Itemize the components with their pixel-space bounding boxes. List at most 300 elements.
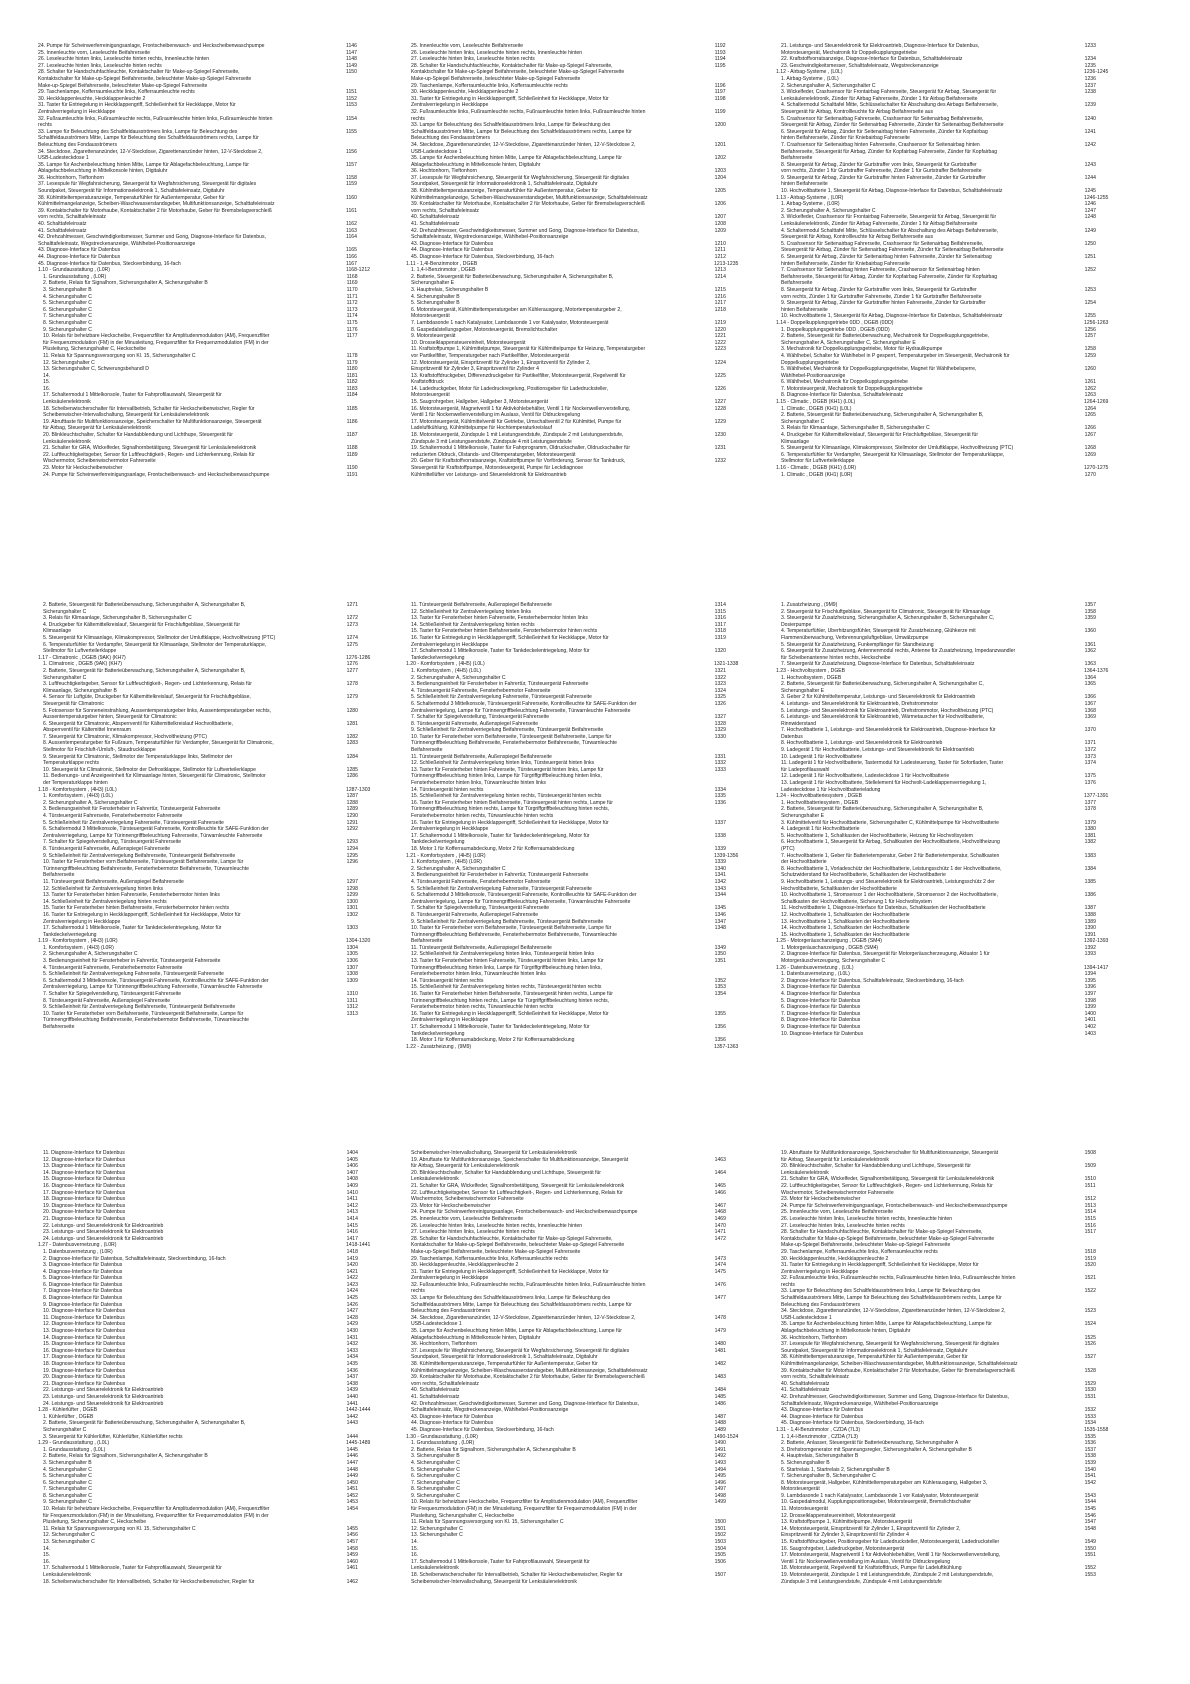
section-heading — [776, 793, 1126, 800]
index-entry — [38, 63, 388, 70]
entry-text: Ablagefachbeleuchtung in Mittelkonsole hinten, Digitaluhr — [38, 168, 168, 175]
index-entry — [776, 1467, 1126, 1474]
index-entry — [776, 1236, 1126, 1243]
page-number: 1276-1286 — [346, 654, 371, 661]
page-number: 1156 — [346, 148, 357, 155]
entry-text: für Scheibenantenne hinten rechts, Heckscheibe — [781, 654, 891, 661]
entry-text: 30. Heckklappenleuchte, Heckklappenleuchte 2 — [781, 1255, 889, 1262]
page-number: 1429 — [346, 1321, 358, 1328]
page-number: 1465 — [714, 1182, 726, 1189]
page-number: 1169 — [346, 280, 358, 287]
index-entry — [776, 254, 1126, 261]
index-entry — [38, 727, 388, 734]
entry-text: 15. Schließeinheit für Zentralverriegelung hinten rechts, Türsteuergerät hinten rechts — [411, 984, 602, 991]
page-number: 1441 — [346, 1400, 358, 1407]
index-column — [776, 43, 1126, 478]
entry-text: Zentralverriegelung in Heckklappe — [411, 1275, 489, 1282]
page-number: 1149 — [346, 62, 357, 69]
index-entry — [406, 833, 756, 840]
index-entry — [406, 1031, 756, 1038]
index-entry — [776, 1447, 1126, 1454]
index-entry — [776, 63, 1126, 70]
page-number: 1424 — [346, 1288, 358, 1295]
index-entry — [38, 1532, 388, 1539]
index-entry — [406, 932, 756, 939]
entry-text: 9. Schließeinheit für Zentralverriegelung Beifahrerseite, Türsteuergerät Beifahrerseite — [411, 918, 604, 925]
page-number: 1280 — [346, 707, 358, 714]
page-number: 1297 — [346, 878, 358, 885]
entry-text: 15. Taster für Fensterheber hinten Beifahrerseite, Fensterhebermotor hinten rechts — [411, 628, 598, 635]
index-entry — [38, 254, 388, 261]
entry-text: Make-up-Spiegel Beifahrerseite, beleuchteter Make-up-Spiegel Fahrerseite — [38, 82, 208, 89]
index-entry — [38, 879, 388, 886]
entry-text: 10. Drosselklappensteuereinheit, Motorsteuergerät — [411, 339, 526, 346]
page-number: 1513 — [1084, 1202, 1096, 1209]
entry-text: 8. Gaspedalstellungsgeber, Motorsteuergerät, Bremslichtschalter — [411, 326, 558, 333]
index-entry — [38, 439, 388, 446]
entry-text: 3. Diagnose-Interface für Datenbus — [43, 1262, 123, 1269]
entry-text: 1.12 - Airbag-Systeme , (L0L) — [776, 69, 843, 76]
entry-text: 2. Batterie, Steuergerät für Batterieüberwachung, Sicherungshalter A, Sicherungshalter B, — [781, 412, 984, 419]
entry-text: Tankdeckelverriegelung — [411, 654, 465, 661]
entry-text: 1. Zusatzheizung , (9M9) — [781, 602, 838, 608]
page-number: 1338 — [714, 832, 726, 839]
entry-text: 14. — [43, 1545, 51, 1552]
entry-text: Sicherungshalter E — [781, 687, 825, 694]
index-entry — [776, 1519, 1126, 1526]
index-entry — [38, 241, 388, 248]
page-number: 1444 — [346, 1433, 358, 1440]
index-entry — [776, 1163, 1126, 1170]
page-number: 1369 — [1084, 714, 1096, 721]
entry-text: 12. Ladegerät 1 für Hochvoltbatterie, Ladesteckdose 1 für Hochvoltbatterie — [781, 773, 950, 780]
entry-text: Wählhebel-Positionsanzeige — [781, 372, 846, 379]
entry-text: 10. Taster für Fensterheber vorn Beifahrerseite, Türsteuergerät Beifahrerseite, Lampe für — [43, 1010, 244, 1017]
page-number: 1197 — [714, 89, 726, 96]
entry-text: Schaltkasten der Hochvoltbatterie, Sicherung 1 für Hochvoltsystem — [781, 898, 932, 905]
page-number: 1475 — [714, 1268, 726, 1275]
index-entry — [406, 116, 756, 123]
index-entry — [776, 1150, 1126, 1157]
page-number: 1382 — [1084, 839, 1096, 846]
index-entry — [406, 727, 756, 734]
entry-text: 13. Taster für Fensterheber hinten Fahrerseite, Türsteuergerät hinten links, Lampe für — [411, 766, 604, 773]
page-number: 1489 — [714, 1426, 726, 1433]
index-entry — [38, 162, 388, 169]
page-number: 1277 — [346, 667, 358, 674]
entry-text: Beifahrerseite — [43, 872, 75, 879]
entry-text: 11. Relais für Spannungsversorgung von Kl. 15, Sicherungshalter C — [43, 1525, 196, 1532]
index-entry — [776, 432, 1126, 439]
entry-text: 7. Schalter für Spiegelverstellung, Türsteuergerät Fahrerseite — [411, 905, 550, 912]
index-entry — [406, 254, 756, 261]
entry-text: 22. Luftfeuchtigkeitsgeber, Sensor für Luftfeuchtigkeit-, Regen- und Lichterkennung, Relais für — [43, 451, 255, 458]
page-number: 1246 — [1084, 201, 1096, 208]
index-entry — [38, 1453, 388, 1460]
index-entry — [406, 1579, 756, 1586]
entry-text: Plusleitung, Sicherungshalter C, Heckscheibe — [43, 1519, 147, 1526]
entry-text: 18. Motorsteuergerät, Zündspule 1 mit Leistungsendstufe, Zündspule 2 mit Leistungsendstufe, — [411, 432, 624, 439]
page-number: 1497 — [714, 1486, 726, 1493]
entry-text: 1.24 - Hochvoltbatteriesystem , DGEB — [776, 793, 863, 800]
section-heading — [776, 668, 1126, 675]
entry-text: 36. Hochtonhorn, Tieftonhorn — [781, 1334, 847, 1341]
entry-text: 3. Relais für Klimaanlage, Sicherungshalter B, Sicherungshalter C — [43, 615, 192, 622]
entry-text: Schutzwiderstand für Hochvoltbatterie, Schaltkasten der Hochvoltbatterie — [781, 872, 946, 879]
entry-text: 32. Fußraumleuchte links, Fußraumleuchte rechts, Fußraumleuchte hinten links, Fußraumleuchte hinten — [38, 115, 273, 122]
entry-text: 5. Wählhebel, Mechatronik für Doppelkupplungsgetriebe, Magnet für Wählhebelsperre, — [781, 366, 977, 373]
page-number: 1255 — [1084, 313, 1096, 320]
index-entry — [38, 642, 388, 649]
page-number: 1367 — [1084, 700, 1096, 707]
index-entry — [38, 1374, 388, 1381]
entry-text: 16. — [43, 1558, 51, 1565]
entry-text: Datenbus — [781, 733, 803, 740]
entry-text: 32. Fußraumleuchte links, Fußraumleuchte rechts, Fußraumleuchte hinten links, Fußraumleuchte hinten — [411, 108, 646, 115]
index-entry — [776, 1420, 1126, 1427]
entry-text: Soundpaket, Steuergerät für Informationselektronik 1, Schalttafeleinsatz, Digitaluhr — [411, 1354, 598, 1361]
index-entry — [38, 1361, 388, 1368]
entry-text: 7. Sicherungshalter C — [43, 1486, 92, 1493]
entry-text: 5. Schließeinheit für Zentralverriegelung Fahrerseite, Türsteuergerät Fahrerseite — [411, 694, 592, 701]
page-number: 1445 — [346, 1446, 358, 1453]
entry-text: 16. Diagnose-Interface für Datenbus — [43, 1182, 126, 1189]
index-entry — [406, 773, 756, 780]
entry-text: Steuergerät für Airbag, Zünder für Seitenairbag Fahrerseite, Zünder für Seitenairbag Beifahrerseite — [781, 122, 1004, 129]
entry-text: 5. Sicherungshalter C — [43, 1473, 92, 1480]
index-entry — [776, 1493, 1126, 1500]
page-number: 1408 — [346, 1176, 358, 1183]
index-entry — [776, 116, 1126, 123]
index-entry — [38, 122, 388, 129]
page-number: 1442-1444 — [346, 1407, 371, 1414]
page-number: 1445-1489 — [346, 1440, 371, 1447]
index-entry — [38, 951, 388, 958]
entry-text: der Temperaturklappe hinten — [43, 780, 108, 787]
index-entry — [38, 872, 388, 879]
index-entry — [38, 1288, 388, 1295]
page-number: 1544 — [1084, 1499, 1096, 1506]
index-entry — [38, 773, 388, 780]
page-number: 1168 — [346, 273, 358, 280]
section-heading — [406, 853, 756, 860]
index-entry — [38, 1341, 388, 1348]
entry-text: Doppelkupplungsgetriebe — [781, 359, 839, 366]
index-entry — [776, 1440, 1126, 1447]
index-entry — [406, 1302, 756, 1309]
index-entry — [776, 412, 1126, 419]
index-entry — [776, 1256, 1126, 1263]
index-entry — [38, 1236, 388, 1243]
entry-text: 5. Leistungs- und Steuerelektronik für Elektroantrieb, Drehstrommotor, Hochvoltheizung (PTC) — [781, 707, 994, 714]
index-entry — [406, 1308, 756, 1315]
entry-text: 1.25 - Motorgeräuschanzeigung , DGEB (SM4) — [776, 938, 882, 945]
index-entry — [38, 1467, 388, 1474]
page-number: 1466 — [714, 1189, 726, 1196]
index-entry — [38, 313, 388, 320]
entry-text: 16. Saugrohrgeber, Ladedruckgeber, Motorsteuergerät — [781, 1545, 905, 1552]
index-entry — [776, 806, 1126, 813]
page-number: 1386 — [1084, 892, 1096, 899]
section-heading — [776, 69, 1126, 76]
entry-text: 21. Diagnose-Interface für Datenbus — [43, 1380, 126, 1387]
entry-text: 21. Schalter für GRA, Wickelfeder, Signalhornbetätigung, Steuergerät für Lenksäulenelektronik — [781, 1176, 995, 1183]
entry-text: Klimaanlage — [781, 438, 810, 445]
index-entry — [406, 681, 756, 688]
entry-text: Beifahrerseite — [411, 938, 443, 945]
index-entry — [406, 945, 756, 952]
entry-text: 14. Diagnose-Interface für Datenbus — [43, 1334, 126, 1341]
page-number: 1291 — [346, 819, 358, 826]
entry-text: Ladesteckdose 1 für Hochvoltbatterieladung — [781, 786, 881, 793]
entry-text: Steuergerät für Airbag, Kontrollleuchte für Airbag Beifahrerseite aus — [781, 234, 934, 241]
entry-text: 14. Motorsteuergerät, Einspritzventil für Zylinder 1, Einspritzventil für Zylinder 2, — [781, 1525, 961, 1532]
page-number: 1247 — [1084, 207, 1096, 214]
page-number: 1211 — [714, 247, 726, 254]
page-number: 1459 — [346, 1552, 358, 1559]
index-entry — [406, 1269, 756, 1276]
index-entry — [38, 991, 388, 998]
entry-text: Wischermotor, Scheibenwischermotor Fahrerseite — [781, 1189, 894, 1196]
entry-text: 5. Crashsensor für Seitenairbag Fahrerseite, Crashsensor für Seitenairbag Beifahrerseite, — [781, 240, 984, 247]
index-entry — [38, 958, 388, 965]
entry-text: 31. Taster für Entriegelung in Heckklappengriff, Schließeinheit für Heckklappe, Motor für — [781, 1262, 979, 1269]
index-entry — [38, 1229, 388, 1236]
entry-text: 15. — [43, 1552, 51, 1559]
page-number: 1498 — [714, 1492, 726, 1499]
entry-text: 37. Lesespule für Wegfahrsicherung, Steuergerät für Wegfahrsicherung, Steuergerät für digitales — [411, 1347, 630, 1354]
entry-text: 6. Motorsteuergerät, Kühlmitteltemperaturgeber am Kühlerausgang, Motortemperaturgeber 2, — [411, 306, 622, 313]
entry-text: 21. Diagnose-Interface für Datenbus — [43, 1215, 126, 1222]
entry-text: 45. Diagnose-Interface für Datenbus, Steckverbindung, 16-fach — [38, 260, 181, 267]
entry-text: Steuergerät für Airbag, Zünder für Seitenairbag Fahrerseite, Zünder für Seitenairbag Beifahrerseite — [781, 247, 1004, 254]
entry-text: 14. Schließeinheit für Zentralverriegelung hinten rechts — [411, 621, 535, 628]
index-entry — [38, 919, 388, 926]
index-entry — [776, 1176, 1126, 1183]
entry-text: 45. Diagnose-Interface für Datenbus, Steckverbindung, 16-fach — [411, 254, 554, 260]
index-entry — [38, 1387, 388, 1394]
index-entry — [38, 1420, 388, 1427]
page-number: 1306 — [346, 958, 358, 965]
index-entry — [776, 149, 1126, 156]
entry-text: 4. Druckgeber für Kältemittelkreislauf, Steuergerät für Frischluftgebläse, Steuergerät für — [43, 621, 241, 628]
index-entry — [776, 734, 1126, 741]
index-entry — [38, 419, 388, 426]
page-number: 1454 — [346, 1506, 358, 1513]
index-entry — [406, 1328, 756, 1335]
entry-text: für Frequenzmodulation (FM) in der Minusleitung, Frequenzfilter für Frequenzmodulation (FM) in der — [43, 1512, 269, 1519]
page-number: 1180 — [346, 366, 358, 373]
page-number: 1153 — [346, 102, 357, 109]
entry-text: 7. Lambdasonde 1 nach Katalysator, Lambdasonde 1 vor Katalysator, Motorsteuergerät — [411, 319, 609, 326]
page-number: 1553 — [1084, 1572, 1096, 1578]
entry-text: Zentralverriegelung in Heckklappe — [38, 108, 116, 115]
page-number: 1213-1235 — [714, 260, 739, 267]
entry-text: 29. Taschenlampe, Kofferraumleuchte links, Kofferraumleuchte rechts — [781, 1248, 938, 1255]
entry-text: 23. Motor für Heckscheibenwischer — [411, 1202, 491, 1209]
index-entry — [38, 694, 388, 701]
entry-text: 33. Lampe für Beleuchtung des Schaltfeldausströmers links, Lampe für Beleuchtung des — [411, 1295, 611, 1302]
page-number: 1276 — [346, 661, 358, 668]
index-entry — [776, 899, 1126, 906]
section-heading — [406, 1434, 756, 1441]
entry-text: 26. Leseleuchte hinten links, Leseleuchte hinten rechts, Innenleuchte hinten — [411, 1222, 583, 1229]
page-number: 1171 — [346, 293, 358, 300]
index-entry — [406, 1288, 756, 1295]
entry-text: 42. Drehzahlmesser, Geschwindigkeitsmesser, Summer und Gong, Diagnose-Interface für Datenbus, — [38, 234, 266, 241]
index-entry — [38, 826, 388, 833]
index-entry — [776, 1381, 1126, 1388]
page-number: 1551 — [1084, 1552, 1096, 1559]
page-number: 1170 — [346, 286, 358, 293]
index-entry — [406, 307, 756, 314]
page-number: 1394 — [1084, 971, 1096, 978]
entry-text: 2. Batterie, Anlasser, Steuergerät für Batterieüberwachung, Sicherungshalter A — [781, 1440, 959, 1447]
entry-text: Lenksäulenelektronik — [781, 1169, 829, 1176]
page-number: 1260 — [1084, 366, 1096, 373]
index-entry — [776, 214, 1126, 221]
entry-text: 12. Hochvoltbatterie 1, Schaltkasten der Hochvoltbatterie — [781, 911, 910, 918]
index-entry — [406, 1513, 756, 1520]
index-entry — [38, 465, 388, 472]
index-column — [38, 43, 388, 478]
index-entry — [38, 201, 388, 208]
entry-text: 1.19 - Komfortsystem , (4H3) (L0R) — [38, 938, 118, 945]
index-entry — [406, 1282, 756, 1289]
index-entry — [406, 919, 756, 926]
entry-text: 19. Motorsteuergerät, Zündspule 1 mit Leistungsendstufe, Zündspule 2 mit Leistungsendstufe, — [781, 1572, 994, 1578]
index-entry — [406, 221, 756, 228]
index-entry — [776, 754, 1126, 761]
entry-text: 10. Diagnose-Interface für Datenbus — [781, 1030, 864, 1037]
index-entry — [38, 1249, 388, 1256]
entry-text: 6. Wählhebel, Mechatronik für Doppelkupplungsgetriebe — [781, 379, 908, 386]
entry-text: 17. Diagnose-Interface für Datenbus — [43, 1189, 126, 1196]
index-entry — [406, 1295, 756, 1302]
entry-text: 1.20 - Komfortsystem , (4H5) (L0L) — [406, 661, 485, 668]
index-entry — [776, 932, 1126, 939]
index-entry — [776, 1394, 1126, 1401]
page-number: 1478 — [714, 1314, 726, 1321]
page-number: 1430 — [346, 1328, 358, 1335]
page-number: 1490 — [714, 1440, 726, 1447]
entry-text: Klimaanlage — [43, 628, 72, 635]
index-entry — [776, 109, 1126, 116]
entry-text: 24. Pumpe für Scheinwerferreinigungsanlage, Frontscheibenwasch- und Heckscheibenwaschpumpe — [43, 471, 270, 478]
entry-text: Soundpaket, Steuergerät für Informationselektronik 1, Schalttafeleinsatz, Digitaluhr — [781, 1347, 968, 1354]
page-number: 1391 — [1084, 931, 1096, 938]
page-number: 1499 — [714, 1499, 726, 1506]
index-entry — [38, 1017, 388, 1024]
index-entry — [776, 1473, 1126, 1480]
index-entry — [776, 628, 1126, 635]
page-number: 1210 — [714, 240, 726, 247]
index-entry — [776, 1209, 1126, 1216]
index-entry — [406, 360, 756, 367]
index-entry — [38, 780, 388, 787]
index-entry — [776, 787, 1126, 794]
page-number: 1381 — [1084, 832, 1096, 839]
index-entry — [776, 445, 1126, 452]
index-entry — [776, 879, 1126, 886]
page-number: 1452 — [346, 1492, 358, 1499]
entry-text: 12. Schließeinheit für Zentralverriegelung hinten links, Türsteuergerät hinten links — [411, 760, 595, 767]
entry-text: Zentralverriegelung in Heckklappe — [411, 641, 489, 648]
entry-text: 6. Sicherungshalter C — [43, 1479, 92, 1486]
entry-text: 1.14 - Doppelkupplungsgetriebe 0DD , DGEB (0DD) — [776, 319, 894, 326]
index-entry — [406, 69, 756, 76]
entry-text: 18. Motorsteuergerät, Regelventil für Kraftstoffdruck, Pumpe für Ladeluftkühlung — [781, 1565, 962, 1572]
index-entry — [406, 1176, 756, 1183]
entry-text: 11. Relais für Spannungsversorgung von Kl. 15, Sicherungshalter C — [411, 1519, 564, 1526]
entry-text: 2. Batterie, Steuergerät für Batterieüberwachung, Sicherungshalter A, Sicherungshalter B, — [411, 273, 614, 280]
entry-text: Klimaanlage, Sicherungshalter B — [43, 687, 117, 694]
index-entry — [776, 247, 1126, 254]
index-entry — [38, 320, 388, 327]
page-number: 1203 — [714, 168, 726, 175]
entry-text: 2. Batterie, Steuergerät für Batterieüberwachung, Sicherungshalter A, Sicherungshalter C, — [781, 681, 984, 688]
page-number: 1288 — [346, 799, 358, 806]
entry-text: 1. Datenbusvernetzung , (L0L) — [781, 971, 850, 978]
entry-text: 4. Druckgeber für Kältemittelkreislauf, Steuergerät für Frischluftgebläse, Steuergerät für — [781, 432, 979, 439]
entry-text: 2. Sicherungshalter A, Sicherungshalter C — [411, 865, 506, 872]
entry-text: 8. Türsteuergerät Fahrerseite, Außenspiegel Fahrerseite — [43, 845, 171, 852]
entry-text: 31. Taster für Entriegelung in Heckklappengriff, Schließeinheit für Heckklappe, Motor für — [38, 102, 236, 109]
page-number: 1205 — [714, 188, 726, 195]
entry-text: 11. Relais für Spannungsversorgung von Kl. 15, Sicherungshalter C — [43, 352, 196, 359]
entry-text: 32. Fußraumleuchte links, Fußraumleuchte rechts, Fußraumleuchte hinten links, Fußraumleuchte hinten — [411, 1281, 646, 1288]
page-number: 1479 — [714, 1328, 726, 1335]
page-number: 1533 — [1084, 1413, 1096, 1420]
entry-text: 20. Diagnose-Interface für Datenbus — [43, 1374, 126, 1381]
entry-text: Fensterhebermotor hinten links, Türwarnleuchte hinten links — [411, 780, 546, 787]
entry-text: 12. Diagnose-Interface für Datenbus — [43, 1156, 126, 1163]
index-entry — [406, 419, 756, 426]
index-entry — [38, 386, 388, 393]
page-number: 1345 — [714, 905, 726, 912]
entry-text: 19. Schaltermodul 1 Mittelkonsole, Taster für Fahrprogramm, Öldruckschalter, Öldruckschalter für — [411, 445, 631, 452]
entry-text: 1.27 - Datenbusvernetzung , (L0R) — [38, 1242, 117, 1249]
index-entry — [406, 43, 756, 50]
index-entry — [406, 958, 756, 965]
page-number: 1187 — [346, 432, 358, 439]
entry-text: 34. Steckdose, Zigarettenanzünder, 12-V-Steckdose, Zigarettenanzünder hinten, 12-V-Steckdose 2, — [781, 1308, 1006, 1315]
entry-text: Kühlmittellüfter vor Leistungs- und Steuerelektronik für Elektroantrieb — [411, 471, 567, 478]
page-number: 1525 — [1084, 1334, 1096, 1341]
page-number: 1335 — [714, 793, 726, 800]
page-number: 1304-1320 — [346, 938, 371, 945]
entry-text: 10. Steuergerät für Climatronic, Stellmotor der Defrostklappe, Stellmotor für Luftverteilerklappe — [43, 766, 256, 773]
page-number: 1242 — [1084, 141, 1096, 148]
index-entry — [38, 1196, 388, 1203]
entry-text: 4. Sensor für Luftgüte, Druckgeber für Kältemittelkreislauf, Steuergerät für Frischluftgebläse, — [43, 694, 251, 701]
page-number: 1235 — [1084, 62, 1096, 69]
entry-text: Sicherungshalter C — [43, 1426, 87, 1433]
page-number: 1440 — [346, 1393, 358, 1400]
page-number: 1404 — [346, 1150, 358, 1156]
page-number: 1527 — [1084, 1354, 1096, 1361]
entry-text: 21. Schalter für GRA, Wickelfeder, Signalhornbetätigung, Steuergerät für Lenksäulenelektronik — [411, 1182, 625, 1189]
entry-text: 6. Temperaturfühler für Verdampfer, Steuergerät für Klimaanlage, Stellmotor der Temperaturklappe, — [781, 451, 1005, 458]
index-entry — [776, 622, 1126, 629]
entry-text: 38. Kühlmitteltemperaturanzeige, Temperaturfühler für Außentemperatur, Geber für — [38, 194, 225, 201]
index-entry — [38, 373, 388, 380]
section-heading — [406, 261, 756, 268]
index-entry — [38, 43, 388, 50]
index-entry — [776, 346, 1126, 353]
index-entry — [38, 767, 388, 774]
page-number: 1209 — [714, 227, 726, 234]
